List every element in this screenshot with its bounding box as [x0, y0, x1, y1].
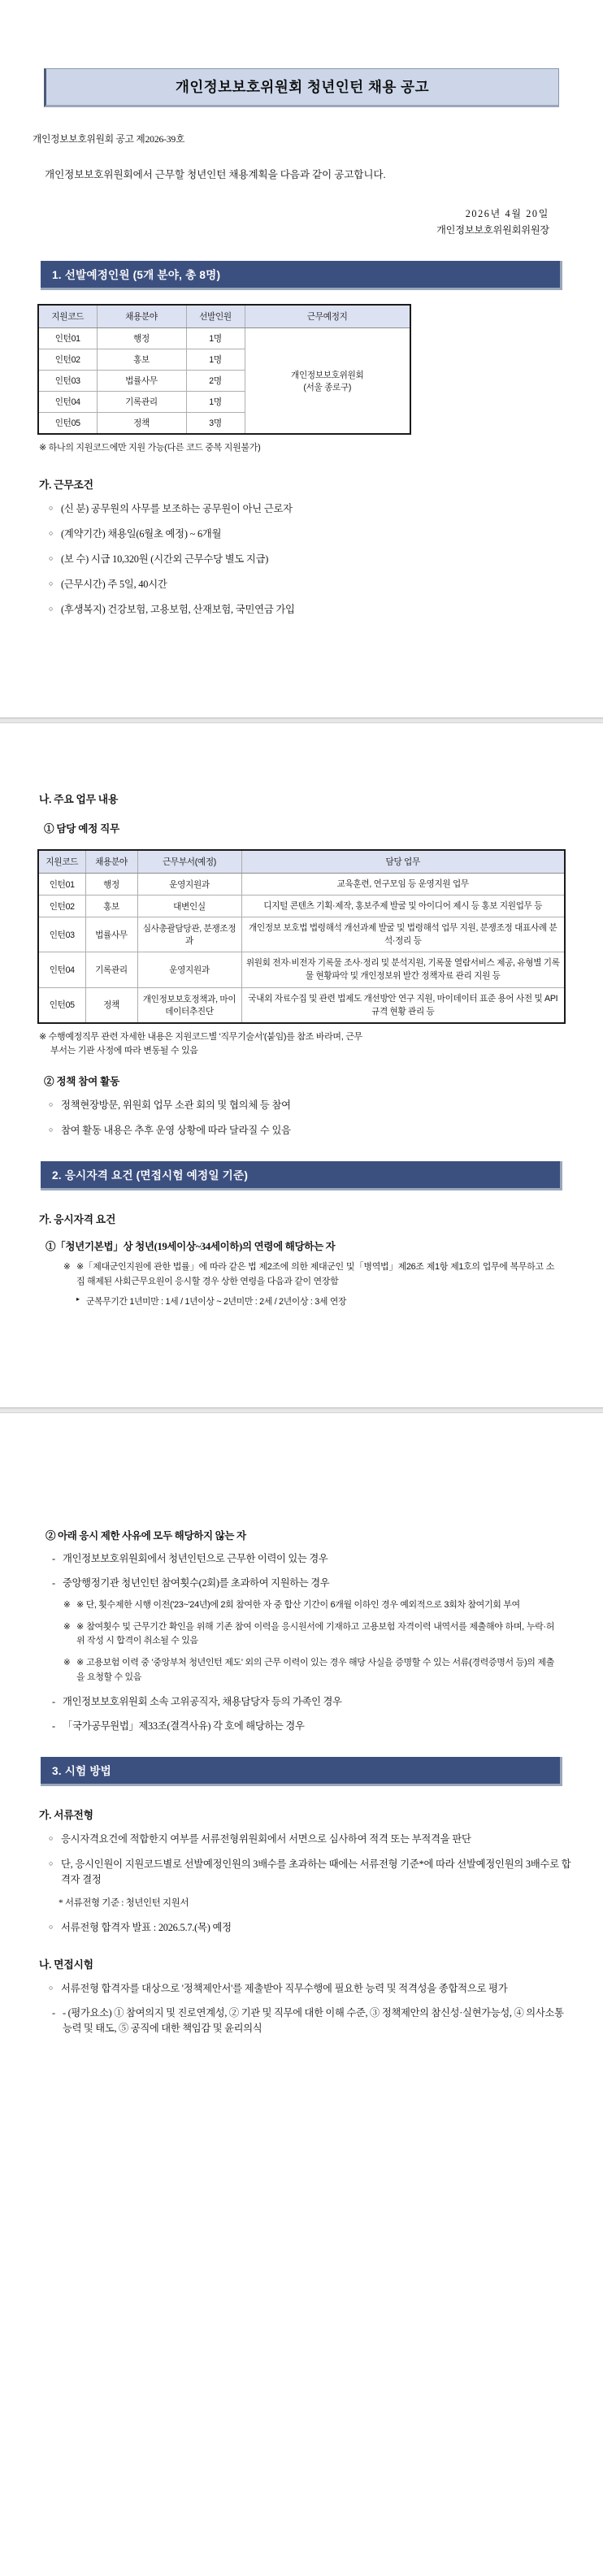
list-item [49, 527, 572, 542]
cell-code: 인턴03 [38, 917, 85, 952]
cell-code: 인턴01 [38, 873, 85, 895]
interview-list [31, 1981, 572, 1997]
list-item: ○ 정책현장방문, 위원회 업무 소관 회의 및 협의체 등 참여 [49, 1098, 572, 1113]
selection-table-note: ※ 하나의 지원코드에만 지원 가능(다른 코드 중복 지원불가) [39, 443, 261, 453]
intro-paragraph: 개인정보보호위원회에서 근무할 청년인턴 채용계획을 다음과 같이 공고합니다. [45, 169, 386, 180]
table-row [38, 917, 565, 952]
note-item: ※ ※ 고용보험 이력 중 '중앙부처 청년인턴 제도' 외의 근무 이력이 있는 경우 해당 사실을 증명할 수 있는 서류(경력증명서 등)의 제출을 요청할 수 있음 [63, 1656, 572, 1685]
condition-label: (후생복지) [61, 603, 106, 615]
cell-location [245, 328, 410, 435]
note-item: ※ ※ 참여횟수 및 근무기간 확인을 위해 기존 참여 이력을 응시원서에 기재하고 고용보험 자격이력 내역서를 제출해야 하며, 누락·허위 작성 시 합격이 취소될 수 있음 [63, 1620, 572, 1650]
cell-duty: 위원회 전자·비전자 기록물 조사·정리 및 분석지원, 기록물 열람서비스 제공, 유형별 기록물 현황파악 및 개인정보위 발간 정책자료 관리 지원 등 [241, 952, 565, 987]
cell-code: 인턴03 [38, 371, 97, 392]
cell-code: 인턴05 [38, 987, 85, 1023]
duties-note-line-2: 부서는 기관 사정에 따라 변동될 수 있음 [50, 1046, 198, 1056]
table-header-row [38, 850, 565, 874]
list-item: - 개인정보보호위원회에서 청년인턴으로 근무한 이력이 있는 경우 [52, 1551, 572, 1567]
condition-label: (근무시간) [61, 578, 106, 590]
cell-count: 1명 [186, 349, 245, 371]
cell-dept: 심사총괄담당관, 분쟁조정과 [137, 917, 241, 952]
page-2 [0, 728, 603, 1405]
cell-field: 기록관리 [85, 952, 137, 987]
list-item: ▸ 군복무기간 1년미만 : 1세 / 1년이상 ~ 2년미만 : 2세 / 2년이상 : 3세 연장 [76, 1295, 572, 1308]
list-item [49, 577, 572, 592]
list-item [52, 2006, 572, 2036]
page-3 [0, 1418, 603, 2058]
note-item: ※ ※ 단, 횟수제한 시행 이전('23~'24년)에 2회 참여한 자 중 합산 기간이 6개월 이하인 경우 예외적으로 3회차 참여기회 부여 [63, 1598, 572, 1613]
col-header-field: 채용분야 [97, 305, 186, 328]
cell-code: 인턴04 [38, 952, 85, 987]
work-conditions-list [31, 501, 572, 618]
duties-heading: 나. 주요 업무 내용 [39, 793, 119, 805]
col-header-field: 채용분야 [85, 850, 137, 874]
list-item: - 개인정보보호위원회 소속 고위공직자, 채용담당자 등의 가족인 경우 [52, 1694, 572, 1710]
list-item: ○ 서류전형 합격자 발표 : 2026.5.7.(목) 예정 [49, 1920, 572, 1936]
location-line-2: (서울 종로구) [303, 382, 352, 392]
cell-code: 인턴01 [38, 328, 97, 349]
cell-field: 행정 [85, 873, 137, 895]
section-2-heading: 2. 응시자격 요건 (면접시험 예정일 기준) [41, 1161, 562, 1190]
condition-text: 주 5일, 40시간 [107, 578, 167, 590]
condition-text: 채용일(6월초 예정) ~ 6개월 [107, 527, 222, 540]
cell-dept: 운영지원과 [137, 952, 241, 987]
selection-table-wrapper [37, 304, 566, 435]
col-header-code: 지원코드 [38, 305, 97, 328]
cell-field: 법률사무 [85, 917, 137, 952]
criteria-text: ① 참여의지 및 진로연계성, ② 기관 및 직무에 대한 이해 수준, ③ 정책제안의 참신성·실현가능성, ④ 의사소통 능력 및 태도, ⑤ 공직에 대한 책임감 및 윤리의식 [63, 2007, 564, 2035]
list-item [49, 552, 572, 567]
cell-duty: 교육훈련, 연구모임 등 운영지원 업무 [241, 873, 565, 895]
screening-criteria-note: * 서류전형 기준 : 청년인턴 지원서 [59, 1898, 189, 1909]
cell-duty: 디지털 콘텐츠 기획·제작, 홍보주제 발굴 및 아이디어 제시 등 홍보 지원업무 등 [241, 896, 565, 917]
table-header-row [38, 305, 410, 328]
cell-field: 홍보 [97, 349, 186, 371]
cell-field: 정책 [97, 413, 186, 435]
cell-count: 2명 [186, 371, 245, 392]
cell-field: 법률사무 [97, 371, 186, 392]
cell-field: 행정 [97, 328, 186, 349]
document-screening-heading: 가. 서류전형 [39, 1809, 93, 1821]
duties-table-note [39, 1030, 564, 1059]
col-header-dept: 근무부서(예정) [137, 850, 241, 874]
section-3-heading: 3. 시험 방법 [41, 1757, 562, 1786]
page-title: 개인정보보호위원회 청년인턴 채용 공고 [176, 79, 429, 95]
cell-count: 1명 [186, 328, 245, 349]
duties-sub-heading: ① 담당 예정 직무 [44, 822, 120, 835]
col-header-location: 근무예정지 [245, 305, 410, 328]
cell-code: 인턴02 [38, 896, 85, 917]
condition-label: (신 분) [61, 502, 89, 514]
location-line-1: 개인정보보호위원회 [291, 370, 364, 380]
list-item [49, 501, 572, 517]
announcement-date: 2026년 4월 20일 [465, 207, 549, 219]
eligibility-item-1-notes [31, 1260, 572, 1290]
condition-text: 시급 10,320원 (시간외 근무수당 별도 지급) [90, 553, 269, 565]
cell-field: 기록관리 [97, 392, 186, 413]
issuer-name: 개인정보보호위원회위원장 [436, 223, 549, 236]
restriction-notes-list [31, 1598, 572, 1685]
interview-heading: 나. 면접시험 [39, 1959, 93, 1971]
list-item: ○ 응시자격요건에 적합한지 여부를 서류전형위원회에서 서면으로 심사하여 적격 또는 부적격을 판단 [49, 1832, 572, 1847]
interview-criteria-list [31, 2006, 572, 2036]
document-screening-list [31, 1832, 572, 1888]
screening-result-list [31, 1920, 572, 1936]
date-block [31, 206, 572, 239]
list-item: ○ 참여 활동 내용은 추후 운영 상황에 따라 달라질 수 있음 [49, 1123, 572, 1138]
cell-field: 홍보 [85, 896, 137, 917]
policy-activity-heading: ② 정책 참여 활동 [44, 1075, 120, 1087]
col-header-code: 지원코드 [38, 850, 85, 874]
col-header-count: 선발인원 [186, 305, 245, 328]
restrictions-list-2 [31, 1694, 572, 1734]
eligibility-heading: 가. 응시자격 요건 [39, 1214, 116, 1226]
criteria-label: - (평가요소) [63, 2007, 112, 2019]
note-item: ※ ※「제대군인지원에 관한 법률」에 따라 같은 법 제2조에 의한 제대군인 및「병역법」제26조 제1항 제1호의 업무에 복무하고 소집 해제된 사회근무요원이 응시할 경우 상한 연령을 다음과 같이 연장함 [63, 1260, 572, 1290]
page-separator [0, 715, 603, 728]
list-item: ○ 단, 응시인원이 지원코드별로 선발예정인원의 3배수를 초과하는 때에는 서류전형 기준*에 따라 선발예정인원의 3배수로 합격자 결정 [49, 1857, 572, 1888]
military-extension-list [31, 1295, 572, 1308]
page-1 [0, 68, 603, 715]
table-row [38, 952, 565, 987]
document-title-banner [44, 68, 559, 107]
list-item [49, 602, 572, 618]
list-item: - 중앙행정기관 청년인턴 참여횟수(2회)를 초과하여 지원하는 경우 [52, 1576, 572, 1591]
condition-text: 건강보험, 고용보험, 산재보험, 국민연금 가입 [107, 603, 295, 615]
col-header-duty: 담당 업무 [241, 850, 565, 874]
section-1-heading: 1. 선발예정인원 (5개 분야, 총 8명) [41, 261, 562, 290]
table-row [38, 987, 565, 1023]
cell-dept: 개인정보보호정책과, 마이데이터추진단 [137, 987, 241, 1023]
cell-count: 1명 [186, 392, 245, 413]
condition-text: 공무원의 사무를 보조하는 공무원이 아닌 근로자 [90, 502, 293, 514]
duties-table-wrapper [37, 849, 566, 1024]
cell-count: 3명 [186, 413, 245, 435]
list-item: - 「국가공무원법」제33조(결격사유) 각 호에 해당하는 경우 [52, 1719, 572, 1734]
cell-field: 정책 [85, 987, 137, 1023]
condition-label: (보 수) [61, 553, 89, 565]
table-row [38, 328, 410, 349]
cell-code: 인턴02 [38, 349, 97, 371]
page-separator [0, 1405, 603, 1418]
eligibility-item-2: ② 아래 응시 제한 사유에 모두 해당하지 않는 자 [46, 1529, 246, 1542]
cell-code: 인턴04 [38, 392, 97, 413]
cell-dept: 운영지원과 [137, 873, 241, 895]
condition-label: (계약기간) [61, 527, 106, 540]
policy-activity-list [31, 1098, 572, 1138]
document-number: 개인정보보호위원회 공고 제2026-39호 [33, 134, 185, 145]
table-row [38, 896, 565, 917]
duties-note-line-1: ※ 수행예정직무 관련 자세한 내용은 지원코드별 '직무기술서'(붙임)를 참조 바라며, 근무 [39, 1031, 362, 1042]
eligibility-item-1: ①「청년기본법」상 청년(19세이상~34세이하)의 연령에 해당하는 자 [46, 1241, 336, 1253]
table-row [38, 873, 565, 895]
duties-table [37, 849, 566, 1024]
cell-code: 인턴05 [38, 413, 97, 435]
restrictions-list-1 [31, 1551, 572, 1591]
cell-dept: 대변인실 [137, 896, 241, 917]
list-item: ○ 서류전형 합격자를 대상으로 '정책제안서'를 제출받아 직무수행에 필요한 능력 및 적격성을 종합적으로 평가 [49, 1981, 572, 1997]
cell-duty: 개인정보 보호법 법령해석 개선과제 발굴 및 법령해석 업무 지원, 분쟁조정 대표사례 분석·정리 등 [241, 917, 565, 952]
cell-duty: 국내외 자료수집 및 관련 법제도 개선방안 연구 지원, 마이데이터 표준 용어 사전 및 API 규격 현황 관리 등 [241, 987, 565, 1023]
selection-table [37, 304, 411, 435]
work-conditions-heading: 가. 근무조건 [39, 479, 93, 491]
